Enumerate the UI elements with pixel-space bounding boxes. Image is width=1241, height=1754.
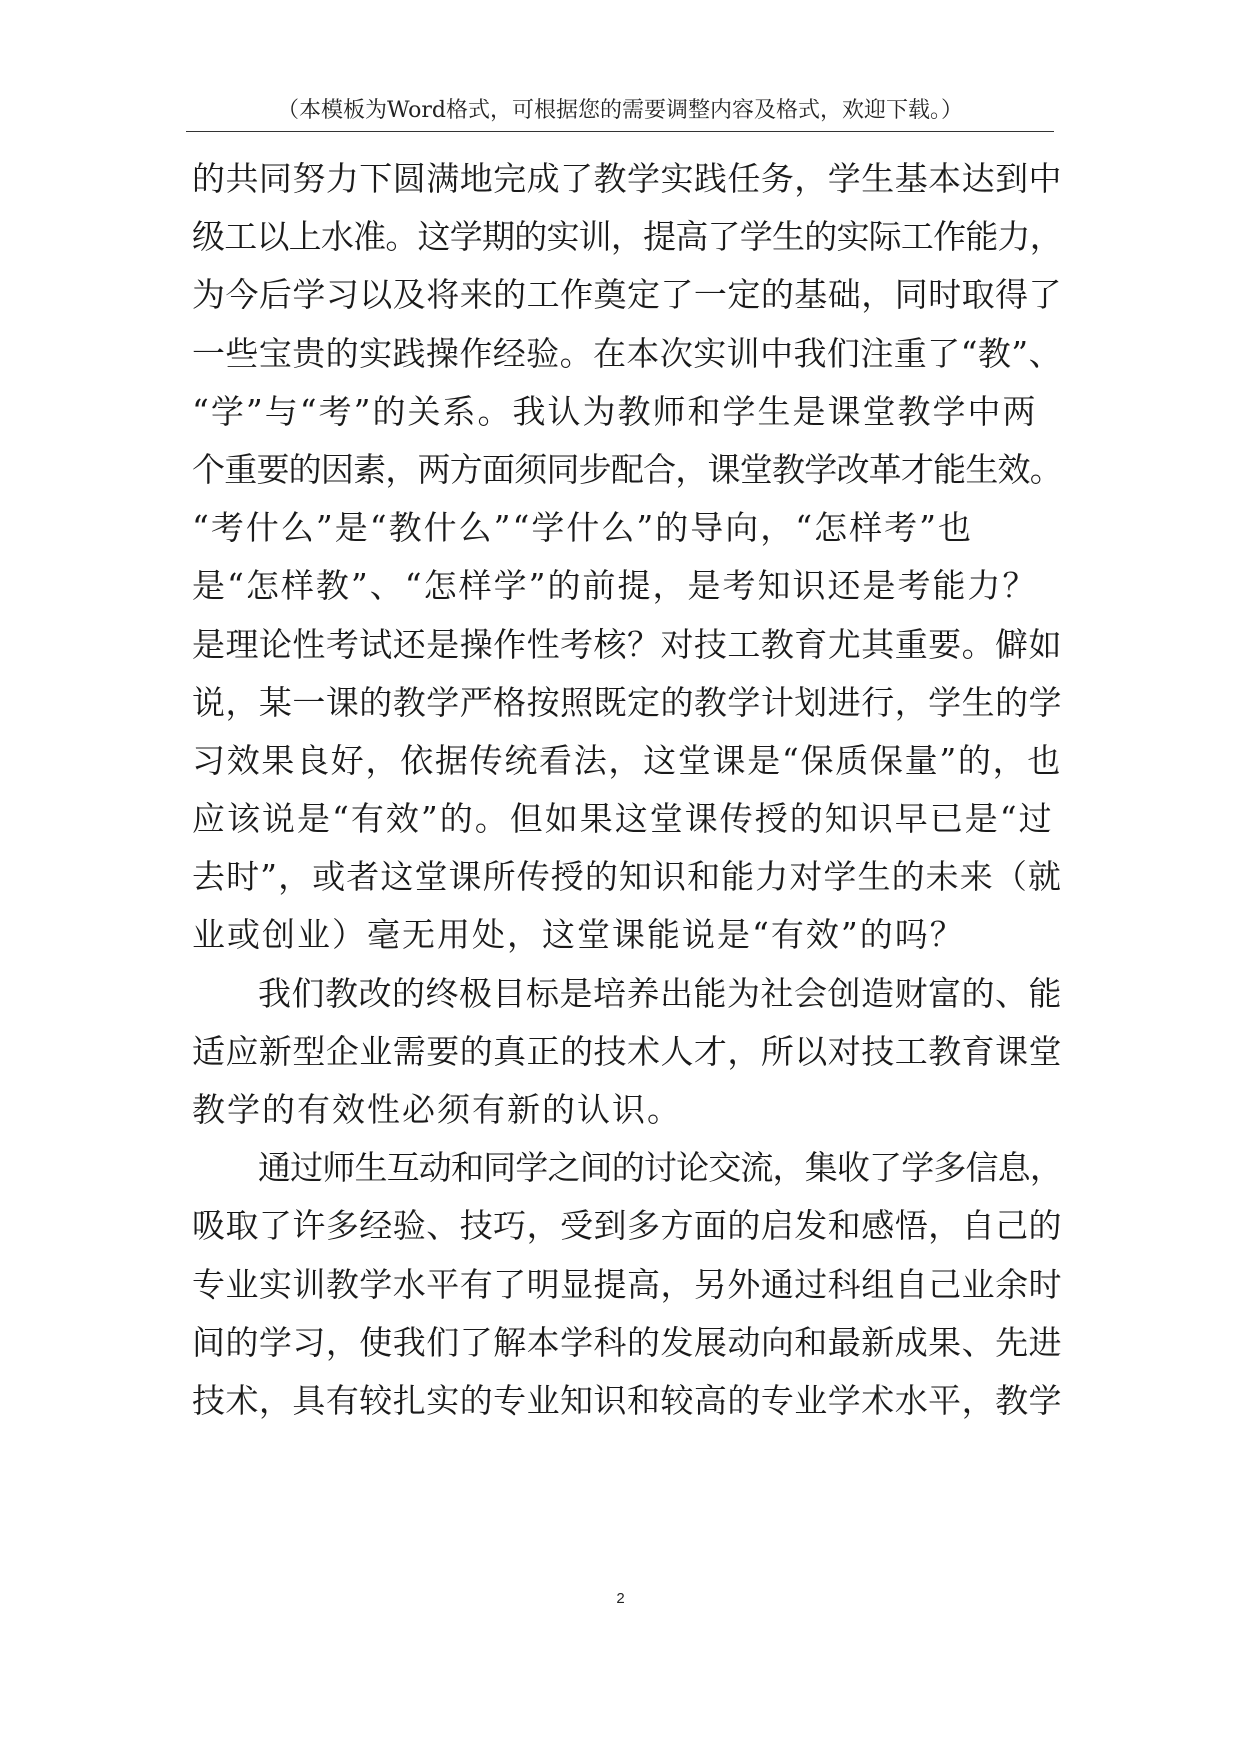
text-line: 为今后学习以及将来的工作奠定了一定的基础，同时取得了 [192, 275, 1062, 315]
text-line: 习效果良好，依据传统看法，这堂课是“保质保量”的，也 [192, 740, 1062, 780]
text-line: 技术，具有较扎实的专业知识和较高的专业学术水平，教学 [192, 1380, 1062, 1420]
template-header-note: （本模板为Word格式，可根据您的需要调整内容及格式，欢迎下载。） [277, 98, 963, 123]
text-line: 去时”，或者这堂课所传授的知识和能力对学生的未来（就 [192, 857, 1062, 897]
text-line: “考什么”是“教什么”“学什么”的导向，“怎样考”也 [192, 508, 973, 548]
text-line: 是理论性考试还是操作性考核？对技工教育尤其重要。僻如 [192, 624, 1062, 664]
text-line: 业或创业）毫无用处，这堂课能说是“有效”的吗？ [192, 915, 965, 955]
text-line: 一些宝贵的实践操作经验。在本次实训中我们注重了“教”、 [192, 333, 1062, 373]
text-line: 教学的有效性必须有新的认识。 [192, 1090, 682, 1129]
paragraph-first-line: 我们教改的终极目标是培养出能为社会创造财富的、能 [258, 973, 1062, 1013]
text-line: 说，某一课的教学严格按照既定的教学计划进行，学生的学 [192, 682, 1062, 722]
text-line: 专业实训教学水平有了明显提高，另外通过科组自己业余时 [192, 1264, 1062, 1304]
text-line: 适应新型企业需要的真正的技术人才，所以对技工教育课堂 [192, 1031, 1062, 1071]
header-divider [186, 131, 1054, 132]
text-line: 间的学习，使我们了解本学科的发展动向和最新成果、先进 [192, 1322, 1062, 1362]
text-line: “学”与“考”的关系。我认为教师和学生是课堂教学中两 [192, 391, 1038, 431]
text-line: 级工以上水准。这学期的实训，提高了学生的实际工作能力， [192, 217, 1063, 257]
text-line: 吸取了许多经验、技巧，受到多方面的启发和感悟，自己的 [192, 1206, 1062, 1246]
text-line: 是“怎样教”、“怎样学”的前提，是考知识还是考能力？ [192, 566, 1038, 606]
text-line: 个重要的因素，两方面须同步配合，课堂教学改革才能生效。 [192, 449, 1063, 489]
text-line: 应该说是“有效”的。但如果这堂课传授的知识早已是“过 [192, 799, 1054, 839]
page-number: 2 [616, 1590, 625, 1607]
paragraph-first-line: 通过师生互动和同学之间的讨论交流，集收了学多信息， [258, 1148, 1063, 1188]
body-text [192, 150, 1062, 1430]
text-line: 的共同努力下圆满地完成了教学实践任务，学生基本达到中 [192, 159, 1062, 198]
